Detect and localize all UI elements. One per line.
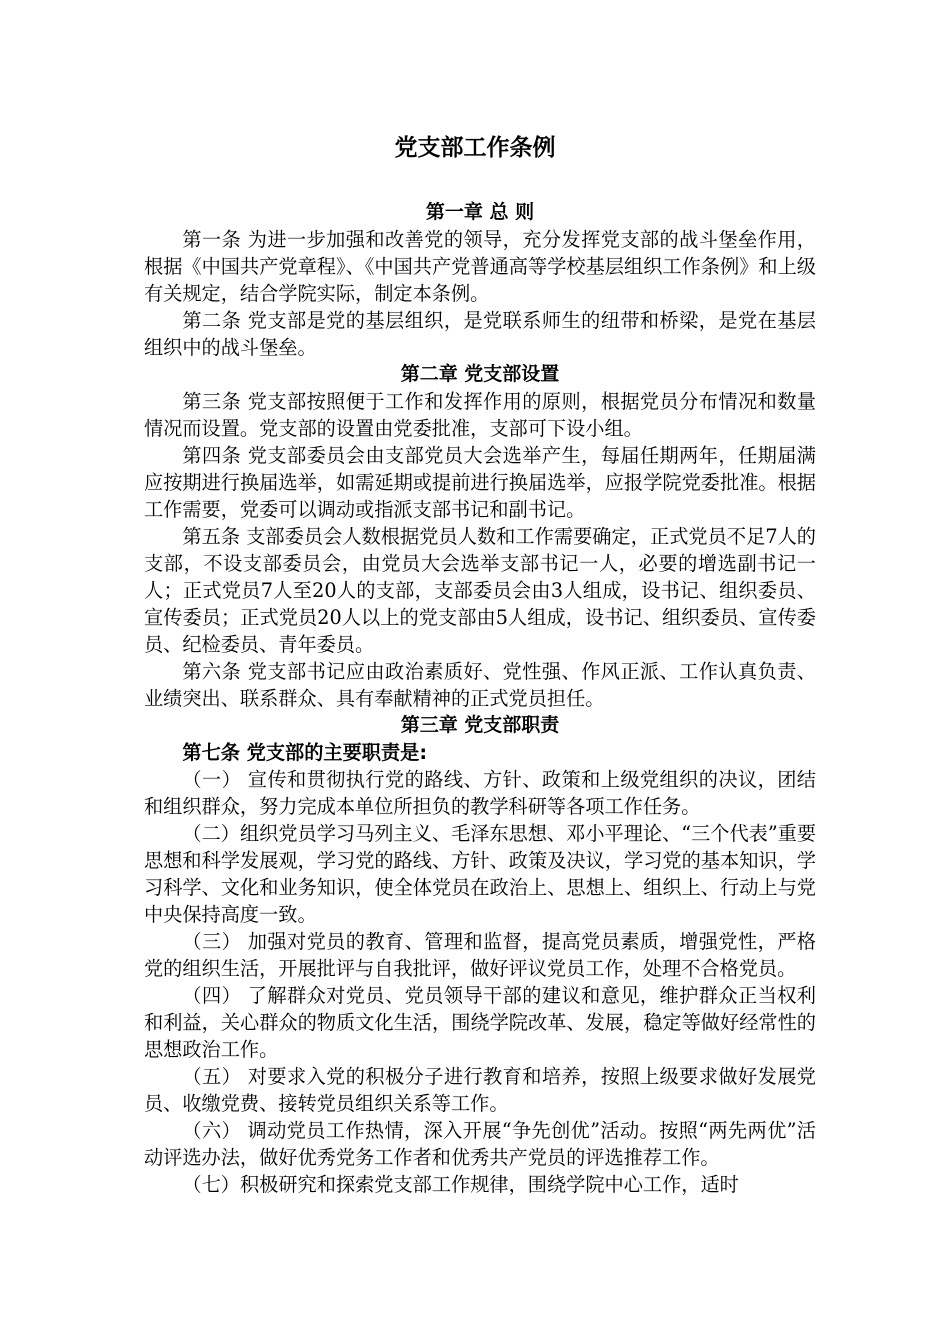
- duty-item-3: （三） 加强对党员的教育、管理和监督，提高党员素质，增强党性，严格党的组织生活，开展批评与自我批评，做好评议党员工作，处理不合格党员。: [144, 930, 816, 980]
- chapter-heading-2: 第二章 党支部设置: [400, 363, 560, 385]
- chapter-heading-1: 第一章 总 则: [425, 201, 535, 223]
- chapter-heading-3: 第三章 党支部职责: [400, 714, 560, 736]
- duty-item-6: （六） 调动党员工作热情，深入开展“争先创优”活动。按照“两先两优”活动评选办法，做好优秀党务工作者和优秀共产党员的评选推荐工作。: [144, 1119, 816, 1169]
- duty-item-2: （二）组织党员学习马列主义、毛泽东思想、邓小平理论、“三个代表”重要思想和科学发展观，学习党的路线、方针、政策及决议，学习党的基本知识，学习科学、文化和业务知识，使全体党员在政治上、思想上、组织上、行动上与党中央保持高度一致。: [144, 822, 817, 926]
- article-5: 第五条 支部委员会人数根据党员人数和工作需要确定，正式党员不足7人的支部，不设支部委员会，由党员大会选举支部书记一人，必要的增选副书记一人；正式党员7人至20人的支部，支部委员会由3人组成，设书记、组织委员、宣传委员；正式党员20人以上的党支部由5人组成，设书记、组织委员、宣传委员、纪检委员、青年委员。: [144, 525, 816, 656]
- article-6: 第六条 党支部书记应由政治素质好、党性强、作风正派、工作认真负责、业绩突出、联系群众、具有奉献精神的正式党员担任。: [144, 660, 816, 710]
- article-1: 第一条 为进一步加强和改善党的领导，充分发挥党支部的战斗堡垒作用，根据《中国共产党章程》、《中国共产党普通高等学校基层组织工作条例》和上级有关规定，结合学院实际，制定本条例。: [144, 228, 816, 305]
- article-2: 第二条 党支部是党的基层组织，是党联系师生的纽带和桥梁，是党在基层组织中的战斗堡垒。: [144, 309, 816, 359]
- duty-item-1: （一） 宣传和贯彻执行党的路线、方针、政策和上级党组织的决议，团结和组织群众，努力完成本单位所担负的教学科研等各项工作任务。: [144, 768, 816, 818]
- document-body: [144, 199, 816, 1198]
- article-4: 第四条 党支部委员会由支部党员大会选举产生，每届任期两年，任期届满应按期进行换届选举，如需延期或提前进行换届选举，应报学院党委批准。根据工作需要，党委可以调动或指派支部书记和副书记。: [144, 444, 816, 521]
- document-title: 党支部工作条例: [394, 135, 556, 161]
- article-3: 第三条 党支部按照便于工作和发挥作用的原则，根据党员分布情况和数量情况而设置。党支部的设置由党委批准，支部可下设小组。: [144, 390, 816, 440]
- duty-item-7: （七）积极研究和探索党支部工作规律，围绕学院中心工作，适时: [182, 1173, 739, 1196]
- duty-item-4: （四） 了解群众对党员、党员领导干部的建议和意见，维护群众正当权利和利益，关心群众的物质文化生活，围绕学院改革、发展，稳定等做好经常性的思想政治工作。: [144, 984, 816, 1061]
- duty-item-5: （五） 对要求入党的积极分子进行教育和培养，按照上级要求做好发展党员、收缴党费、接转党员组织关系等工作。: [144, 1065, 816, 1115]
- article-7: 第七条 党支部的主要职责是:: [182, 741, 427, 764]
